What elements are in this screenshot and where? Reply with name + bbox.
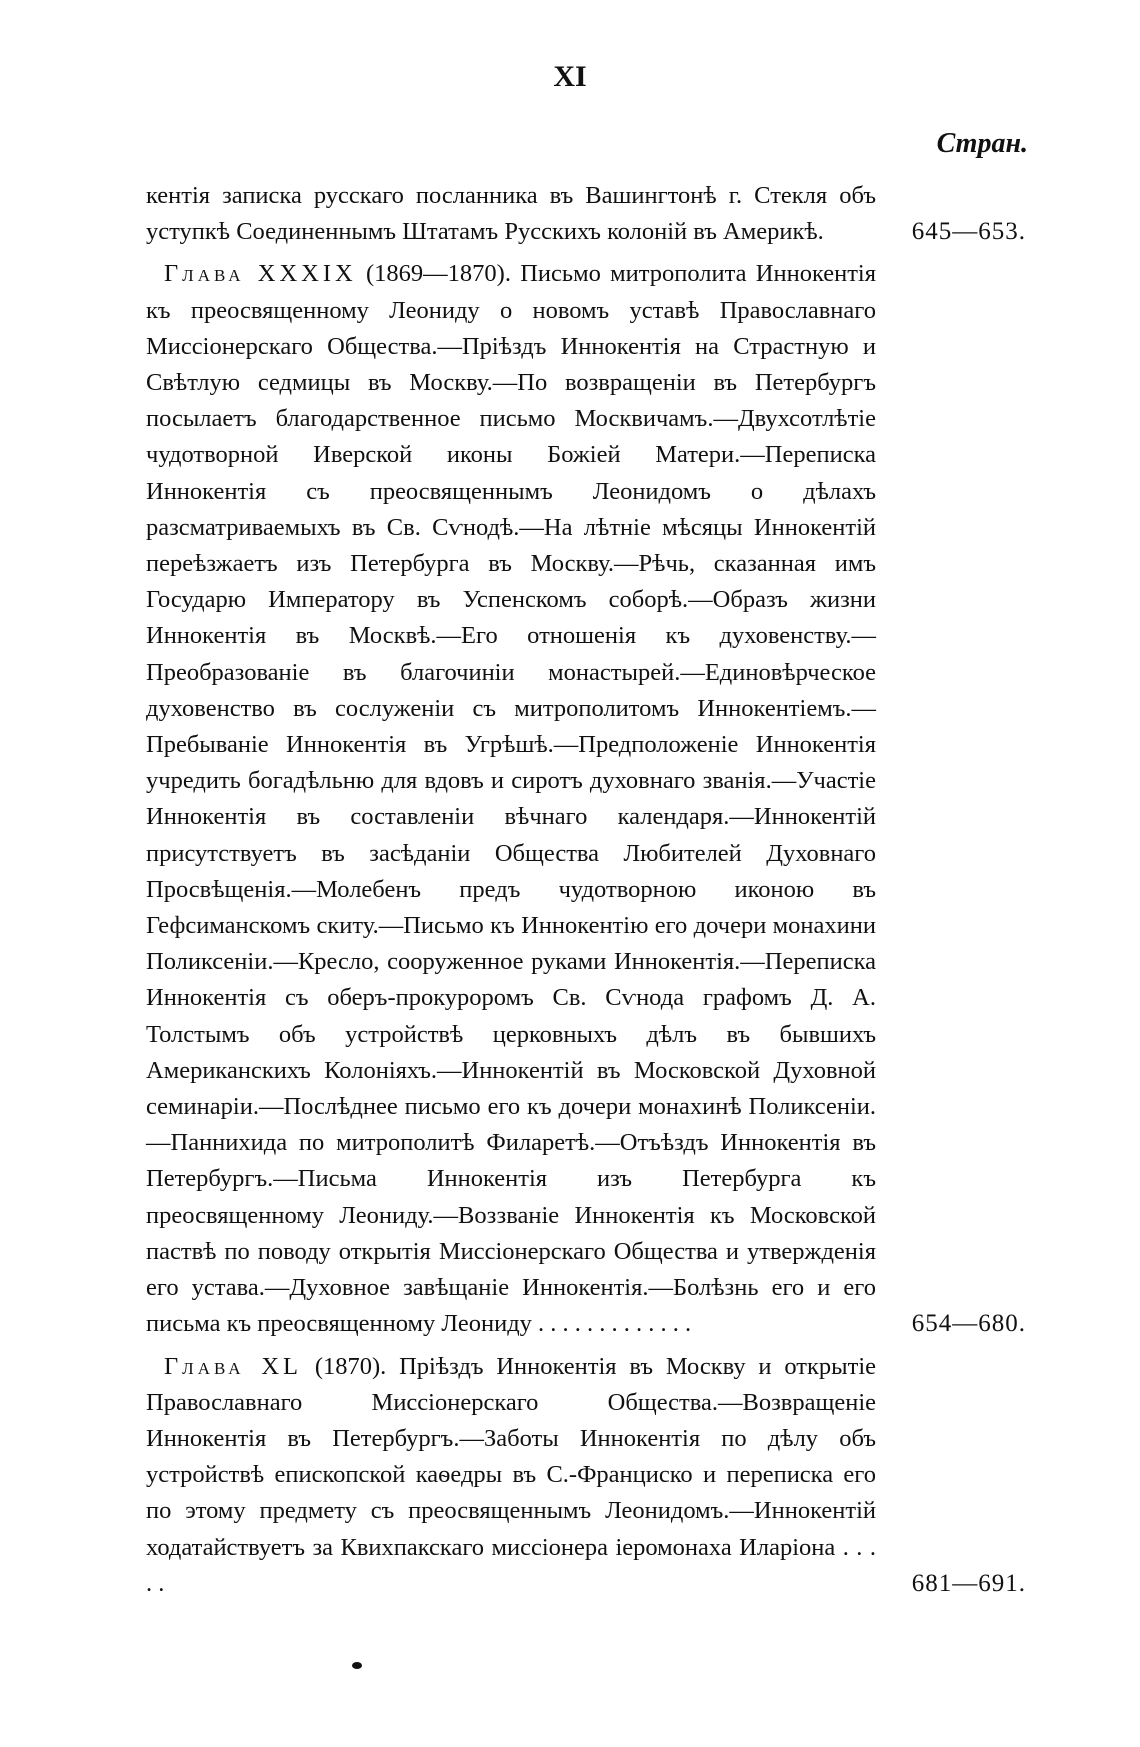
- chapter-label: Глава XL: [164, 1352, 302, 1380]
- pages-column-header: Стран.: [936, 128, 1028, 159]
- toc-page-range: 654—680.: [911, 1310, 1026, 1338]
- toc-page-range: 645—653.: [911, 218, 1026, 246]
- toc-entry: [146, 178, 1026, 250]
- toc-entry: [146, 256, 1026, 1342]
- toc-entry-text: (1870). Пріѣздъ Иннокентія въ Москву и открытіе Православнаго Миссіонерскаго Общества.—Возвращеніе Иннокентія въ Петербургъ.—Заботы Иннокентія по дѣлу объ устройствѣ епископской каѳедры въ С.-Франциско и переписка его по этому предмету съ преосвященнымъ Леонидомъ.—Иннокентій ходатайствуетъ за Квихпакскаго миссіонера іеромонаха Иларіона . . . . .: [146, 1352, 876, 1597]
- toc-entry-body: [146, 1349, 876, 1602]
- toc-entry: [146, 1349, 1026, 1602]
- toc-entry-text: кентія записка русскаго посланника въ Вашингтонѣ г. Стекля объ уступкѣ Соединеннымъ Штатамъ Русскихъ колоній въ Америкѣ.: [146, 182, 876, 246]
- chapter-label: Глава XXXIX: [164, 260, 357, 288]
- page-number: XI: [553, 60, 587, 93]
- ink-dot: [352, 1662, 362, 1669]
- toc-entry-body: [146, 256, 876, 1342]
- toc-entry-text: (1869—1870). Письмо митрополита Иннокентія къ преосвященному Леониду о новомъ уставѣ Православнаго Миссіонерскаго Общества.—Пріѣздъ Иннокентія на Страстную и Свѣтлую седмицы въ Москву.—По возвращеніи въ Петербургъ посылаетъ благодарственное письмо Москвичамъ.—Двухсотлѣтіе чудотворной Иверской иконы Божіей Матери.—Переписка Иннокентія съ преосвященнымъ Леонидомъ о дѣлахъ разсматриваемыхъ въ Св. Сѵнодѣ.—На лѣтніе мѣсяцы Иннокентій переѣзжаетъ изъ Петербурга въ Москву.—Рѣчь, сказанная имъ Государю Императору въ Успенскомъ соборѣ.—Образъ жизни Иннокентія въ Москвѣ.—Его отношенія къ духовенству.—Преобразованіе въ благочиніи монастырей.—Единовѣрческое духовенство въ сослуженіи съ митрополитомъ Иннокентіемъ.—Пребываніе Иннокентія въ Угрѣшѣ.—Предположеніе Иннокентія учредить богадѣльню для вдовъ и сиротъ духовнаго званія.—Участіе Иннокентія въ составленіи вѣчнаго календаря.—Иннокентій присутствуетъ въ засѣданіи Общества Любителей Духовнаго Просвѣщенія.—Молебенъ предъ чудотворною иконою въ Гефсиманскомъ скиту.—Письмо къ Иннокентію его дочери монахини Поликсеніи.—Кресло, сооруженное руками Иннокентія.—Переписка Иннокентія съ оберъ-прокуроромъ Св. Сѵнода графомъ Д. А. Толстымъ объ устройствѣ церковныхъ дѣлъ въ бывшихъ Американскихъ Колоніяхъ.—Иннокентій въ Московской Духовной семинаріи.—Послѣднее письмо его къ дочери монахинѣ Поликсеніи.—Паннихида по митрополитѣ Филаретѣ.—Отъѣздъ Иннокентія въ Петербургъ.—Письма Иннокентія изъ Петербурга къ преосвященному Леониду.—Воззваніе Иннокентія къ Московской паствѣ по поводу открытія Миссіонерскаго Общества и утвержденія его устава.—Духовное завѣщаніе Иннокентія.—Болѣзнь его и его письма къ преосвященному Леониду . . . . . . . . . . . . .: [146, 260, 877, 1338]
- toc-page-range: 681—691.: [911, 1569, 1026, 1597]
- table-of-contents: [146, 178, 1026, 1608]
